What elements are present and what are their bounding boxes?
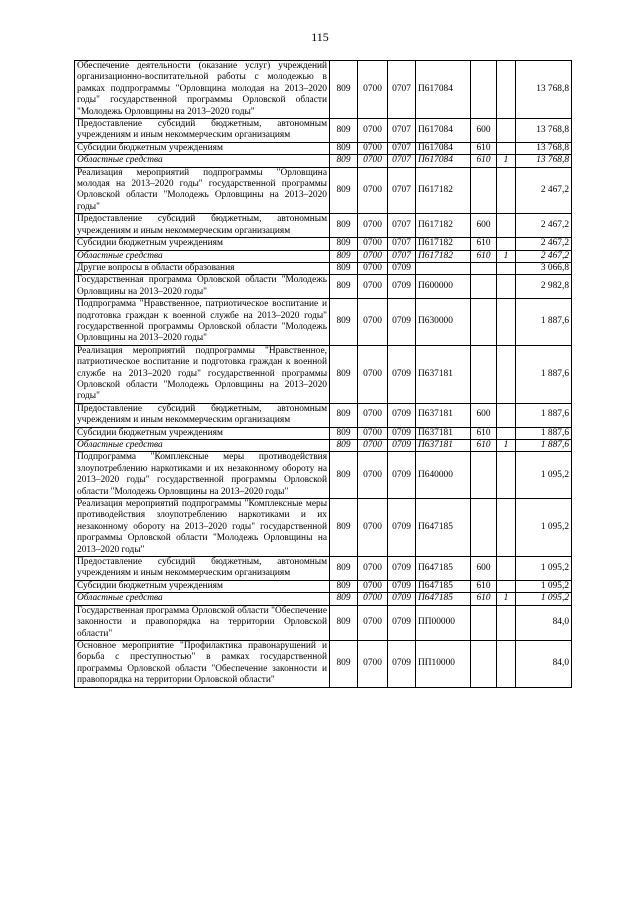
expense-type-cell xyxy=(471,452,497,499)
table-row xyxy=(75,345,572,403)
target-article-cell: П617182 xyxy=(416,238,471,250)
funding-source-cell xyxy=(497,299,516,346)
funding-source-cell xyxy=(497,238,516,250)
expense-type-cell: 610 xyxy=(471,593,497,605)
expense-type-cell xyxy=(471,262,497,274)
row-name-cell: Реализация мероприятий подпрограммы "Орловщина молодая на 2013–2020 годы" государственной программы Орловской области "Молодежь Орловщины на 2013–2020 годы" xyxy=(75,167,330,214)
expense-type-cell xyxy=(471,499,497,557)
table-row xyxy=(75,167,572,214)
budget-table xyxy=(74,60,572,688)
amount-cell: 13 768,8 xyxy=(516,119,572,143)
section-code-cell: 0700 xyxy=(358,61,388,119)
expense-type-cell: 600 xyxy=(471,403,497,427)
expense-type-cell xyxy=(471,640,497,687)
subsection-code-cell: 0709 xyxy=(388,427,416,439)
section-code-cell: 0700 xyxy=(358,580,388,592)
amount-cell: 1 095,2 xyxy=(516,580,572,592)
amount-cell: 1 887,6 xyxy=(516,345,572,403)
expense-type-cell xyxy=(471,275,497,299)
row-name-cell: Подпрограмма "Нравственное, патриотическое воспитание и подготовка граждан к военной службе на 2013–2020 годы" государственной программы Орловской области "Молодежь Орловщины на 2013–2020 годы" xyxy=(75,299,330,346)
amount-cell: 2 467,2 xyxy=(516,167,572,214)
target-article-cell: П637181 xyxy=(416,345,471,403)
ved-code-cell: 809 xyxy=(330,119,358,143)
table-row xyxy=(75,250,572,262)
amount-cell: 13 768,8 xyxy=(516,142,572,154)
section-code-cell: 0700 xyxy=(358,403,388,427)
target-article-cell: П617084 xyxy=(416,61,471,119)
subsection-code-cell: 0707 xyxy=(388,238,416,250)
section-code-cell: 0700 xyxy=(358,155,388,167)
amount-cell: 84,0 xyxy=(516,640,572,687)
target-article-cell: П640000 xyxy=(416,452,471,499)
amount-cell: 1 887,6 xyxy=(516,427,572,439)
table-row xyxy=(75,238,572,250)
table-row xyxy=(75,61,572,119)
subsection-code-cell: 0709 xyxy=(388,345,416,403)
table-row xyxy=(75,440,572,452)
section-code-cell: 0700 xyxy=(358,345,388,403)
section-code-cell: 0700 xyxy=(358,605,388,640)
target-article-cell: П637181 xyxy=(416,403,471,427)
row-name-cell: Предоставление субсидий бюджетным, автономным учреждениям и иным некоммерческим организациям xyxy=(75,403,330,427)
ved-code-cell: 809 xyxy=(330,427,358,439)
funding-source-cell: 1 xyxy=(497,250,516,262)
section-code-cell: 0700 xyxy=(358,142,388,154)
table-row xyxy=(75,605,572,640)
row-name-cell: Реализация мероприятий подпрограммы "Комплексные меры противодействия злоупотреблению наркотиками и их незаконному обороту на 2013–2020 годы" государственной программы Орловской области "Молодежь Орловщины на 2013–2020 годы" xyxy=(75,499,330,557)
section-code-cell: 0700 xyxy=(358,427,388,439)
expense-type-cell: 600 xyxy=(471,557,497,581)
subsection-code-cell: 0707 xyxy=(388,155,416,167)
ved-code-cell: 809 xyxy=(330,593,358,605)
ved-code-cell: 809 xyxy=(330,238,358,250)
subsection-code-cell: 0709 xyxy=(388,403,416,427)
subsection-code-cell: 0709 xyxy=(388,299,416,346)
row-name-cell: Подпрограмма "Комплексные меры противодействия злоупотреблению наркотиками и их незаконному обороту на 2013–2020 годы" государственной программы Орловской области "Молодежь Орловщины на 2013–2020 годы" xyxy=(75,452,330,499)
row-name-cell: Основное мероприятие "Профилактика правонарушений и борьба с преступностью" в рамках государственной программы Орловской области "Обеспечение законности и правопорядка на территории Орловской области" xyxy=(75,640,330,687)
target-article-cell: П647185 xyxy=(416,580,471,592)
subsection-code-cell: 0709 xyxy=(388,440,416,452)
row-name-cell: Предоставление субсидий бюджетным, автономным учреждениям и иным некоммерческим организациям xyxy=(75,119,330,143)
ved-code-cell: 809 xyxy=(330,440,358,452)
ved-code-cell: 809 xyxy=(330,275,358,299)
expense-type-cell xyxy=(471,345,497,403)
target-article-cell: П617182 xyxy=(416,214,471,238)
ved-code-cell: 809 xyxy=(330,250,358,262)
section-code-cell: 0700 xyxy=(358,557,388,581)
funding-source-cell: 1 xyxy=(497,593,516,605)
section-code-cell: 0700 xyxy=(358,167,388,214)
section-code-cell: 0700 xyxy=(358,640,388,687)
ved-code-cell: 809 xyxy=(330,299,358,346)
row-name-cell: Субсидии бюджетным учреждениям xyxy=(75,238,330,250)
subsection-code-cell: 0709 xyxy=(388,580,416,592)
amount-cell: 2 467,2 xyxy=(516,250,572,262)
subsection-code-cell: 0709 xyxy=(388,452,416,499)
table-row xyxy=(75,499,572,557)
table-row xyxy=(75,155,572,167)
section-code-cell: 0700 xyxy=(358,275,388,299)
subsection-code-cell: 0707 xyxy=(388,167,416,214)
funding-source-cell xyxy=(497,142,516,154)
subsection-code-cell: 0707 xyxy=(388,142,416,154)
amount-cell: 1 887,6 xyxy=(516,440,572,452)
table-row xyxy=(75,275,572,299)
expense-type-cell: 610 xyxy=(471,142,497,154)
subsection-code-cell: 0709 xyxy=(388,605,416,640)
table-row xyxy=(75,214,572,238)
expense-type-cell: 610 xyxy=(471,427,497,439)
subsection-code-cell: 0709 xyxy=(388,640,416,687)
expense-type-cell: 610 xyxy=(471,238,497,250)
expense-type-cell xyxy=(471,61,497,119)
ved-code-cell: 809 xyxy=(330,345,358,403)
target-article-cell: П617182 xyxy=(416,167,471,214)
table-row xyxy=(75,262,572,274)
target-article-cell: П600000 xyxy=(416,275,471,299)
table-row xyxy=(75,557,572,581)
row-name-cell: Государственная программа Орловской области "Обеспечение законности и правопорядка на территории Орловской области" xyxy=(75,605,330,640)
ved-code-cell: 809 xyxy=(330,61,358,119)
subsection-code-cell: 0709 xyxy=(388,557,416,581)
table-row xyxy=(75,119,572,143)
amount-cell: 1 887,6 xyxy=(516,299,572,346)
amount-cell: 1 887,6 xyxy=(516,403,572,427)
subsection-code-cell: 0707 xyxy=(388,61,416,119)
row-name-cell: Предоставление субсидий бюджетным, автономным учреждениям и иным некоммерческим организациям xyxy=(75,557,330,581)
target-article-cell: П647185 xyxy=(416,593,471,605)
target-article-cell: П647185 xyxy=(416,557,471,581)
table-row xyxy=(75,142,572,154)
section-code-cell: 0700 xyxy=(358,593,388,605)
target-article-cell: ПП00000 xyxy=(416,605,471,640)
ved-code-cell: 809 xyxy=(330,499,358,557)
amount-cell: 2 467,2 xyxy=(516,214,572,238)
funding-source-cell: 1 xyxy=(497,440,516,452)
row-name-cell: Предоставление субсидий бюджетным, автономным учреждениям и иным некоммерческим организациям xyxy=(75,214,330,238)
funding-source-cell xyxy=(497,167,516,214)
row-name-cell: Областные средства xyxy=(75,593,330,605)
subsection-code-cell: 0707 xyxy=(388,250,416,262)
ved-code-cell: 809 xyxy=(330,167,358,214)
row-name-cell: Субсидии бюджетным учреждениям xyxy=(75,580,330,592)
table-row xyxy=(75,403,572,427)
section-code-cell: 0700 xyxy=(358,440,388,452)
ved-code-cell: 809 xyxy=(330,403,358,427)
row-name-cell: Областные средства xyxy=(75,250,330,262)
amount-cell: 1 095,2 xyxy=(516,499,572,557)
ved-code-cell: 809 xyxy=(330,580,358,592)
expense-type-cell: 600 xyxy=(471,119,497,143)
target-article-cell: П637181 xyxy=(416,440,471,452)
ved-code-cell: 809 xyxy=(330,262,358,274)
ved-code-cell: 809 xyxy=(330,452,358,499)
ved-code-cell: 809 xyxy=(330,557,358,581)
section-code-cell: 0700 xyxy=(358,214,388,238)
amount-cell: 1 095,2 xyxy=(516,452,572,499)
target-article-cell: П637181 xyxy=(416,427,471,439)
subsection-code-cell: 0709 xyxy=(388,262,416,274)
amount-cell: 1 095,2 xyxy=(516,557,572,581)
section-code-cell: 0700 xyxy=(358,119,388,143)
row-name-cell: Обеспечение деятельности (оказание услуг) учреждений организационно-воспитательной работы с молодежью в рамках подпрограммы "Орловщина молодая на 2013–2020 годы" государственной программы Орловской области "Молодежь Орловщины на 2013–2020 годы" xyxy=(75,61,330,119)
expense-type-cell: 600 xyxy=(471,214,497,238)
expense-type-cell xyxy=(471,299,497,346)
row-name-cell: Субсидии бюджетным учреждениям xyxy=(75,427,330,439)
table-row xyxy=(75,452,572,499)
table-body xyxy=(75,61,572,688)
ved-code-cell: 809 xyxy=(330,605,358,640)
subsection-code-cell: 0709 xyxy=(388,275,416,299)
target-article-cell: П647185 xyxy=(416,499,471,557)
table-row xyxy=(75,640,572,687)
section-code-cell: 0700 xyxy=(358,250,388,262)
funding-source-cell xyxy=(497,403,516,427)
expense-type-cell: 610 xyxy=(471,440,497,452)
row-name-cell: Субсидии бюджетным учреждениям xyxy=(75,142,330,154)
expense-type-cell xyxy=(471,605,497,640)
funding-source-cell xyxy=(497,605,516,640)
subsection-code-cell: 0707 xyxy=(388,119,416,143)
funding-source-cell xyxy=(497,427,516,439)
target-article-cell: П617084 xyxy=(416,142,471,154)
ved-code-cell: 809 xyxy=(330,155,358,167)
row-name-cell: Государственная программа Орловской области "Молодежь Орловщины на 2013–2020 годы" xyxy=(75,275,330,299)
funding-source-cell xyxy=(497,580,516,592)
ved-code-cell: 809 xyxy=(330,640,358,687)
amount-cell: 3 066,8 xyxy=(516,262,572,274)
table-row xyxy=(75,580,572,592)
amount-cell: 84,0 xyxy=(516,605,572,640)
section-code-cell: 0700 xyxy=(358,299,388,346)
funding-source-cell xyxy=(497,452,516,499)
target-article-cell: П630000 xyxy=(416,299,471,346)
funding-source-cell xyxy=(497,557,516,581)
expense-type-cell xyxy=(471,167,497,214)
section-code-cell: 0700 xyxy=(358,238,388,250)
funding-source-cell xyxy=(497,275,516,299)
amount-cell: 1 095,2 xyxy=(516,593,572,605)
funding-source-cell xyxy=(497,499,516,557)
table-row xyxy=(75,593,572,605)
expense-type-cell: 610 xyxy=(471,580,497,592)
ved-code-cell: 809 xyxy=(330,214,358,238)
funding-source-cell xyxy=(497,640,516,687)
expense-type-cell: 610 xyxy=(471,155,497,167)
funding-source-cell xyxy=(497,119,516,143)
subsection-code-cell: 0707 xyxy=(388,214,416,238)
amount-cell: 2 467,2 xyxy=(516,238,572,250)
funding-source-cell: 1 xyxy=(497,155,516,167)
expense-type-cell: 610 xyxy=(471,250,497,262)
row-name-cell: Областные средства xyxy=(75,155,330,167)
target-article-cell: П617084 xyxy=(416,119,471,143)
table-row xyxy=(75,427,572,439)
funding-source-cell xyxy=(497,61,516,119)
target-article-cell: ПП10000 xyxy=(416,640,471,687)
subsection-code-cell: 0709 xyxy=(388,593,416,605)
target-article-cell xyxy=(416,262,471,274)
table-row xyxy=(75,299,572,346)
section-code-cell: 0700 xyxy=(358,452,388,499)
row-name-cell: Другие вопросы в области образования xyxy=(75,262,330,274)
row-name-cell: Реализация мероприятий подпрограммы "Нравственное, патриотическое воспитание и подготовка граждан к военной службе на 2013–2020 годы" государственной программы Орловской области "Молодежь Орловщины на 2013–2020 годы" xyxy=(75,345,330,403)
section-code-cell: 0700 xyxy=(358,262,388,274)
amount-cell: 2 982,8 xyxy=(516,275,572,299)
target-article-cell: П617182 xyxy=(416,250,471,262)
ved-code-cell: 809 xyxy=(330,142,358,154)
row-name-cell: Областные средства xyxy=(75,440,330,452)
funding-source-cell xyxy=(497,214,516,238)
target-article-cell: П617084 xyxy=(416,155,471,167)
funding-source-cell xyxy=(497,262,516,274)
section-code-cell: 0700 xyxy=(358,499,388,557)
page-number: 115 xyxy=(311,30,329,44)
subsection-code-cell: 0709 xyxy=(388,499,416,557)
amount-cell: 13 768,8 xyxy=(516,61,572,119)
funding-source-cell xyxy=(497,345,516,403)
amount-cell: 13 768,8 xyxy=(516,155,572,167)
